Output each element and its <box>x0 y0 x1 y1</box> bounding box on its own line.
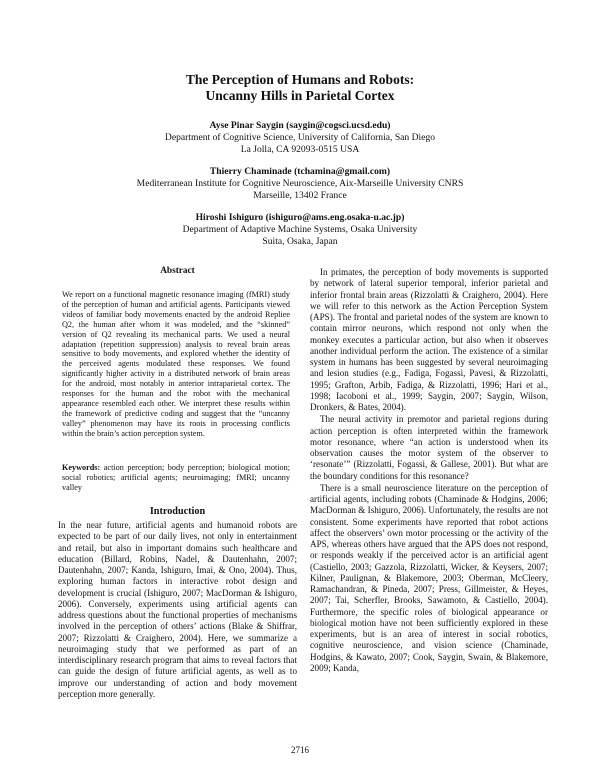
author-address: La Jolla, CA 92093-0515 USA <box>240 144 360 155</box>
title-line-1: The Perception of Humans and Robots: <box>185 72 415 87</box>
author-affiliation: Mediterranean Institute for Cognitive Neuroscience, Aix-Marseille University CNRS <box>136 178 464 189</box>
body-paragraph: In primates, the perception of body movements is supported by network of lateral superior temporal, inferior parietal and inferior frontal brain areas (Rizzolatti & Craighero, 2004). Here we will refer to this network as the Action Perception System (APS). The frontal and parietal nodes of the system are known to contain mirror neurons, which respond not only when the monkey executes a particular action, but also when it observes another individual perform the action. The existence of a similar system in humans has been suggested by several neuroimaging and lesion studies (e.g., Fadiga, Fogassi, Pavesi, & Rizzolatti, 1995; Grafton, Arbib, Fadiga, & Rizzolatti, 1996; Hari et al., 1998; Iacoboni et al., 1999; Saygin, 2007; Saygin, Wilson, Dronkers, & Bates, 2004). <box>310 267 548 412</box>
author-block-1 <box>60 120 540 156</box>
keywords-text: action perception; body perception; biological motion; social robotics; artificial agents; neuroimaging; fMRI; uncanny valley <box>62 463 290 492</box>
author-block-3 <box>60 212 540 248</box>
body-paragraph: There is a small neuroscience literature on the perception of artificial agents, including robots (Chaminade & Hodgins, 2006; MacDorman & Ishiguro, 2006). Unfortunately, the results are not consistent. Some experiments have reported that robot actions affect the observers’ own motor processing or the activity of the APS, whereas others have argued that the APS does not respond, or responds weakly if the perceived actor is an artificial agent (Castiello, 2003; Gazzola, Rizzolatti, Wicker, & Keysers, 2007; Kilner, Paulignan, & Blakemore, 2003; Oberman, McCleery, Ramachandran, & Pineda, 2007; Press, Gillmeister, & Heyes, 2007; Tai, Scherfler, Brooks, Sawamoto, & Castiello, 2004). Furthermore, the specific roles of biological appearance or biological motion have not been sufficiently explored in these experiments, but is an area of interest in social robotics, cognitive neuroscience, and vision science (Chaminade, Hodgins, & Kawato, 2007; Cook, Saygin, Swain, & Blakemore, 2009; Kanda, <box>310 482 548 673</box>
author-address: Marseille, 13402 France <box>253 190 347 201</box>
author-address: Suita, Osaka, Japan <box>262 236 338 247</box>
body-paragraph: The neural activity in premotor and parietal regions during action perception is often interpreted within the framework motor resonance, where “an action is understood when its observation causes the motor system of the observer to ‘resonate’” (Rizzolatti, Fogassi, & Gallese, 2001). But what are the boundary conditions for this resonance? <box>310 414 548 481</box>
title-line-2: Uncanny Hills in Parietal Cortex <box>205 88 395 103</box>
author-affiliation: Department of Cognitive Science, University of California, San Diego <box>164 132 436 143</box>
author-name: Ayse Pinar Saygin (saygin@cogsci.ucsd.edu) <box>209 120 391 131</box>
right-column <box>310 267 548 674</box>
introduction-text <box>58 520 297 700</box>
author-name: Hiroshi Ishiguro (ishiguro@ams.eng.osaka-u.ac.jp) <box>195 212 405 223</box>
abstract-text: We report on a functional magnetic resonance imaging (fMRI) study of the perception of human and artificial agents. Participants viewed videos of familiar body movements enacted by the android Repliee Q2, the human after whom it was modeled, and the “skinned” version of Q2 revealing its mechanical parts. We used a neural adaptation (repetition suppression) analysis to reveal brain areas sensitive to body movements, and explored whether the identity of the perceived agents modulated these responses. We found significantly higher activity in a distributed network of brain areas for the android, most notably in anterior intraparietal cortex. The responses for the human and the robot with the mechanical appearance resembled each other. We interpret these results within the framework of predictive coding and suggest that the “uncanny valley” phenomenon may have its roots in processing conflicts within the brain’s action perception system. <box>62 290 290 438</box>
author-affiliation: Department of Adaptive Machine Systems, Osaka University <box>182 224 418 235</box>
abstract-heading: Abstract <box>160 266 195 276</box>
keywords-label: Keywords: <box>62 463 101 472</box>
author-block-2 <box>60 166 540 202</box>
author-name: Thierry Chaminade (tchamina@gmail.com) <box>209 166 391 177</box>
introduction-heading: Introduction <box>149 506 206 517</box>
intro-paragraph: In the near future, artificial agents and humanoid robots are expected to be part of our daily lives, not only in entertainment and retail, but also in important domains such healthcare and education (Billard, Robins, Nadel, & Dautenhahn, 2007; Dautenhahn, 2007; Kanda, Ishiguro, Imai, & Ono, 2004). Thus, exploring human factors in interactive robot design and development is crucial (Ishiguro, 2007; MacDorman & Ishiguro, 2006). Conversely, experiments using artificial agents can address questions about the functional properties of mechanisms involved in the perception of others’ actions (Blake & Shiffrar, 2007; Rizzolatti & Craighero, 2004). Here, we summarize a neuroimaging study that we performed as part of an interdisciplinary research program that aims to reveal factors that can guide the design of future artificial agents, as well as to improve our understanding of action and body movement perception more generally. <box>58 520 297 699</box>
page-number: 2716 <box>291 745 309 755</box>
paper-title <box>60 72 540 104</box>
keywords <box>62 463 290 493</box>
